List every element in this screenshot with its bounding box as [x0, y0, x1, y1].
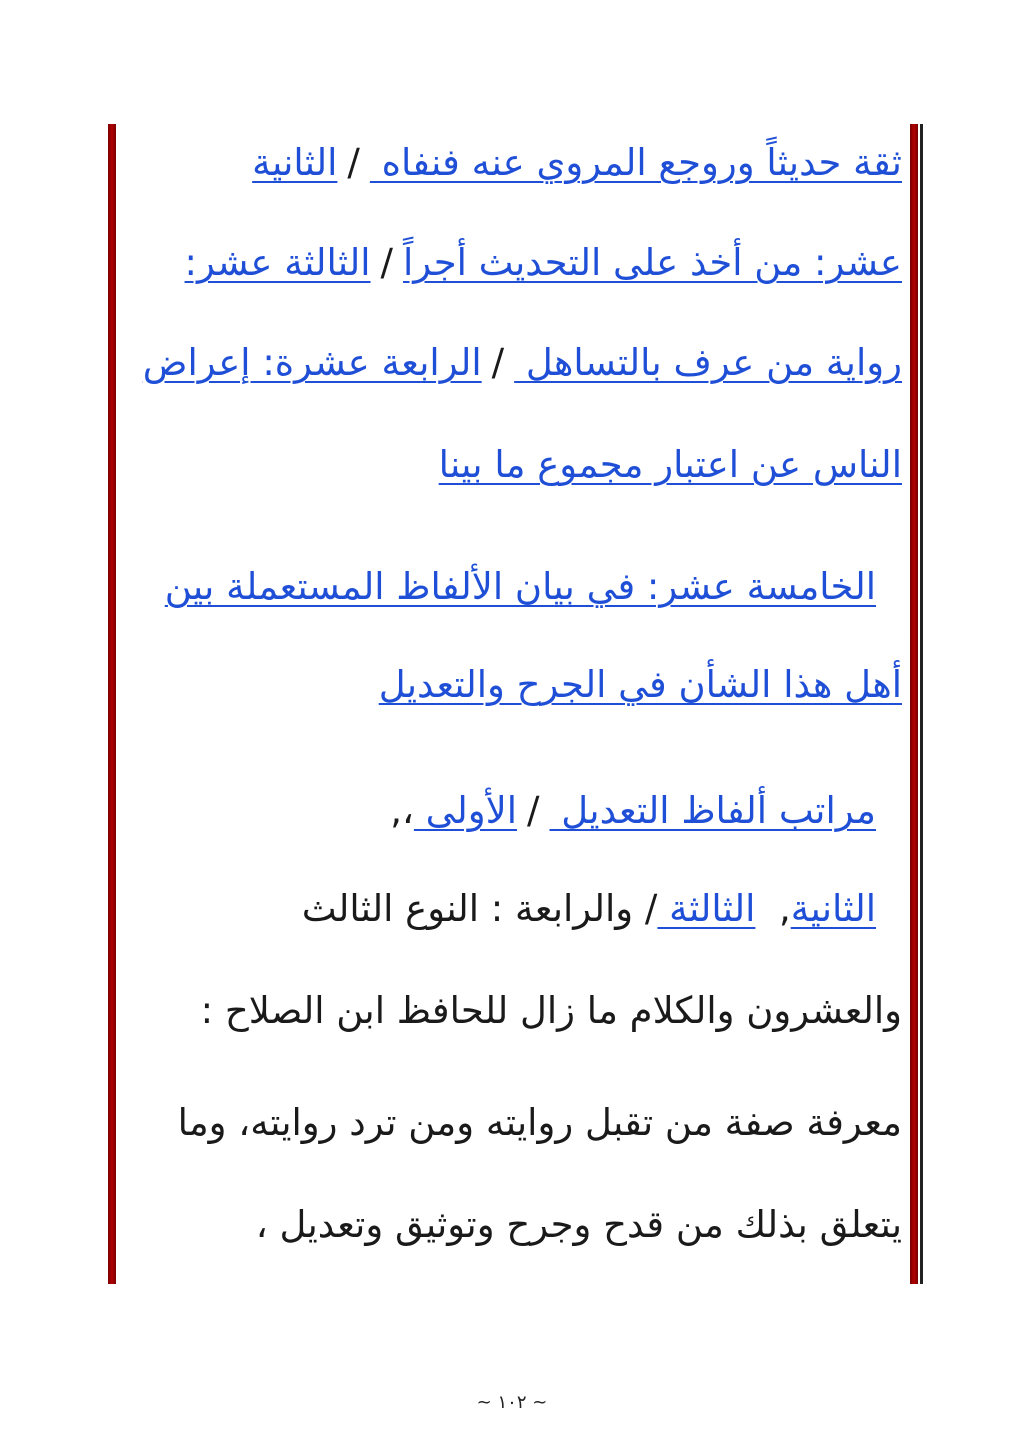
punctuation: ،,	[390, 789, 414, 832]
text-line-4	[439, 440, 902, 490]
link-maratib-alfaz[interactable]: مراتب ألفاظ التعديل	[549, 789, 876, 832]
text-line-10	[178, 1098, 902, 1148]
link-al-rabia-ashra[interactable]: الرابعة عشرة: إعراض	[142, 341, 482, 384]
link-riwayat-man-urifa[interactable]: رواية من عرف بالتساهل	[514, 341, 902, 384]
text-line-1	[252, 138, 902, 188]
body-text-3: يتعلق بذلك من قدح وجرح وتوثيق وتعديل ،	[255, 1203, 902, 1246]
text-al-rabia-al-naw: / والرابعة : النوع الثالث	[301, 887, 658, 930]
separator: /	[347, 141, 360, 184]
page-number: ~ ١٠٢ ~	[476, 1392, 548, 1413]
link-thiqa-hadithan[interactable]: ثقة حديثاً وروجع المروي عنه فنفاه	[369, 141, 902, 184]
text-line-11	[256, 1200, 902, 1250]
link-al-thalitha[interactable]: الثالثة	[657, 887, 756, 930]
link-al-thalitha-ashar[interactable]: الثالثة عشر:	[184, 241, 371, 284]
text-line-5	[165, 562, 876, 612]
link-al-thaniya-2[interactable]: الثانية	[790, 887, 876, 930]
separator: /	[380, 241, 393, 284]
page-border-left	[108, 124, 116, 1284]
body-text-2: معرفة صفة من تقبل روايته ومن ترد روايته، وما	[177, 1101, 902, 1144]
text-line-8	[302, 884, 876, 934]
link-ashar-man-akhadha[interactable]: عشر: من أخذ على التحديث أجراً	[403, 241, 902, 284]
link-al-ula[interactable]: الأولى	[413, 789, 518, 832]
separator: /	[527, 789, 540, 832]
link-al-nas-an-itibar[interactable]: الناس عن اعتبار مجموع ما بينا	[438, 443, 902, 486]
text-line-9	[201, 986, 902, 1036]
link-al-khamisa-ashar[interactable]: الخامسة عشر: في بيان الألفاظ المستعملة بين	[164, 565, 876, 608]
separator: /	[491, 341, 505, 384]
text-line-3	[143, 338, 902, 388]
link-al-thaniya[interactable]: الثانية	[252, 141, 338, 184]
link-ahl-hadha-al-shan[interactable]: أهل هذا الشأن في الجرح والتعديل	[378, 663, 902, 706]
body-text-1: والعشرون والكلام ما زال للحافظ ابن الصلاح :	[200, 989, 902, 1032]
page-border-right	[910, 124, 918, 1284]
text-line-2	[185, 238, 902, 288]
text-line-7	[390, 786, 876, 836]
text-line-6	[379, 660, 902, 710]
comma: ,	[778, 887, 791, 930]
